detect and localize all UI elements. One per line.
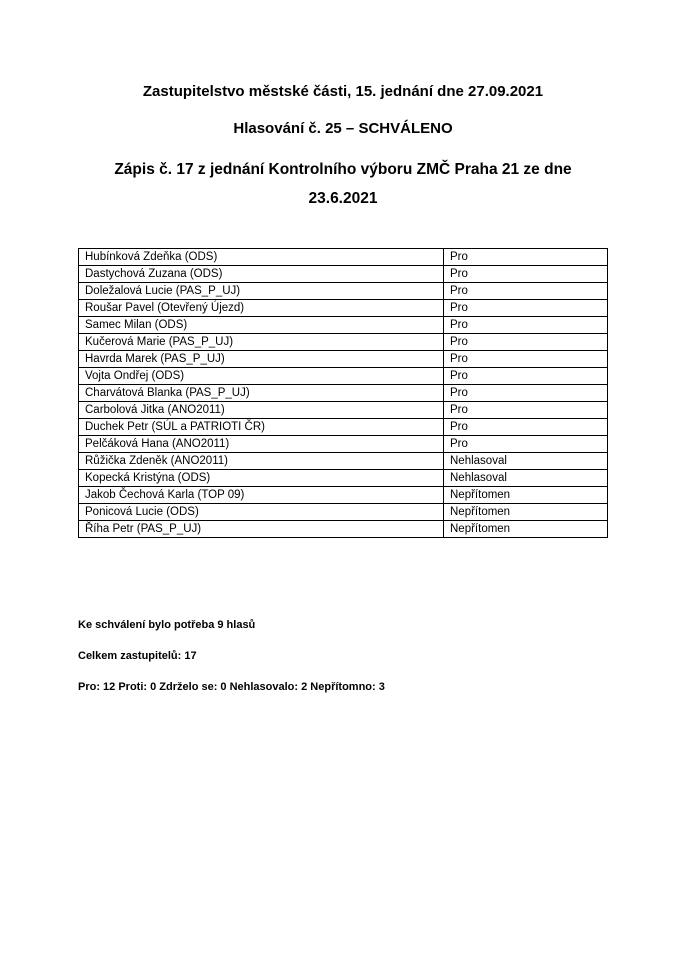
table-row xyxy=(79,249,608,266)
member-vote-cell: Nepřítomen xyxy=(444,521,608,538)
vote-summary xyxy=(78,619,608,694)
member-vote-cell: Pro xyxy=(444,436,608,453)
member-name-cell: Růžička Zdeněk (ANO2011) xyxy=(79,453,444,470)
meeting-title: Zastupitelstvo městské části, 15. jednání dne 27.09.2021 xyxy=(142,83,544,100)
table-row xyxy=(79,419,608,436)
member-vote-cell: Nehlasoval xyxy=(444,470,608,487)
member-name-cell: Vojta Ondřej (ODS) xyxy=(79,368,444,385)
table-row xyxy=(79,334,608,351)
member-vote-cell: Pro xyxy=(444,368,608,385)
member-name-cell: Pelčáková Hana (ANO2011) xyxy=(79,436,444,453)
member-vote-cell: Pro xyxy=(444,283,608,300)
table-row xyxy=(79,283,608,300)
member-name-cell: Kopecká Kristýna (ODS) xyxy=(79,470,444,487)
member-vote-cell: Pro xyxy=(444,317,608,334)
total-members-line: Celkem zastupitelů: 17 xyxy=(78,650,197,662)
member-name-cell: Dastychová Zuzana (ODS) xyxy=(79,266,444,283)
table-row xyxy=(79,300,608,317)
table-row xyxy=(79,436,608,453)
member-vote-cell: Pro xyxy=(444,266,608,283)
member-name-cell: Samec Milan (ODS) xyxy=(79,317,444,334)
member-name-cell: Ponicová Lucie (ODS) xyxy=(79,504,444,521)
member-name-cell: Hubínková Zdeňka (ODS) xyxy=(79,249,444,266)
member-vote-cell: Pro xyxy=(444,402,608,419)
member-vote-cell: Pro xyxy=(444,385,608,402)
member-vote-cell: Pro xyxy=(444,300,608,317)
member-vote-cell: Nehlasoval xyxy=(444,453,608,470)
member-name-cell: Jakob Čechová Karla (TOP 09) xyxy=(79,487,444,504)
vote-result-heading: Hlasování č. 25 – SCHVÁLENO xyxy=(233,120,453,137)
member-vote-cell: Pro xyxy=(444,419,608,436)
member-name-cell: Duchek Petr (SÚL a PATRIOTI ČR) xyxy=(79,419,444,436)
member-name-cell: Charvátová Blanka (PAS_P_UJ) xyxy=(79,385,444,402)
table-row xyxy=(79,453,608,470)
member-name-cell: Doležalová Lucie (PAS_P_UJ) xyxy=(79,283,444,300)
member-vote-cell: Nepřítomen xyxy=(444,487,608,504)
member-vote-cell: Pro xyxy=(444,351,608,368)
table-row xyxy=(79,351,608,368)
member-name-cell: Carbolová Jitka (ANO2011) xyxy=(79,402,444,419)
member-name-cell: Havrda Marek (PAS_P_UJ) xyxy=(79,351,444,368)
member-vote-cell: Pro xyxy=(444,334,608,351)
table-row xyxy=(79,470,608,487)
member-vote-cell: Nepřítomen xyxy=(444,504,608,521)
member-name-cell: Říha Petr (PAS_P_UJ) xyxy=(79,521,444,538)
table-row xyxy=(79,385,608,402)
table-row xyxy=(79,402,608,419)
member-name-cell: Kučerová Marie (PAS_P_UJ) xyxy=(79,334,444,351)
vote-table-body xyxy=(79,249,608,538)
table-row xyxy=(79,317,608,334)
member-name-cell: Roušar Pavel (Otevřený Újezd) xyxy=(79,300,444,317)
table-row xyxy=(79,487,608,504)
table-row xyxy=(79,266,608,283)
agenda-item-heading: Zápis č. 17 z jednání Kontrolního výboru ZMČ Praha 21 ze dne 23.6.2021 xyxy=(114,161,572,207)
table-row xyxy=(79,504,608,521)
vote-tally-line: Pro: 12 Proti: 0 Zdrželo se: 0 Nehlasovalo: 2 Nepřítomno: 3 xyxy=(78,681,385,693)
table-row xyxy=(79,368,608,385)
vote-table xyxy=(78,248,608,538)
required-votes-line: Ke schválení bylo potřeba 9 hlasů xyxy=(78,619,256,631)
member-vote-cell: Pro xyxy=(444,249,608,266)
table-row xyxy=(79,521,608,538)
